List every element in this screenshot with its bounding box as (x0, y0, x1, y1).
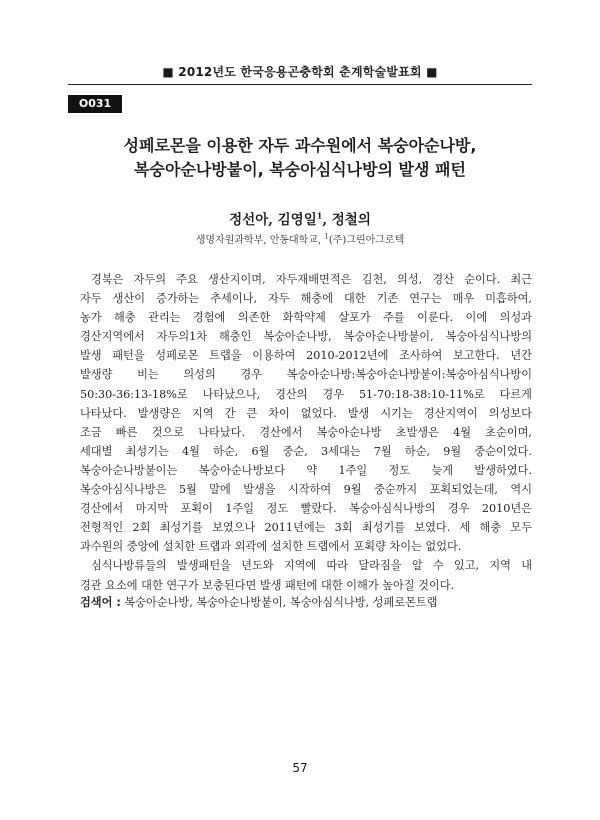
abstract-line: 과수원의 중앙에 설치한 트랩과 외곽에 설치한 트랩에서 포획량 차이는 없었다. (80, 540, 462, 554)
abstract-line: 심식나방류들의 발생패턴을 년도와 지역에 따라 달라짐을 알 수 있고, 지역 내 (91, 559, 532, 573)
author-affiliation-mark: 1 (316, 210, 323, 221)
abstract-line: 복숭아심식나방은 5월 말에 발생을 시작하여 9월 중순까지 포획되었는데, 역시 (80, 483, 532, 497)
abstract-line: 발생 패턴을 성페로몬 트랩을 이용하여 2010-2012년에 조사하여 보고한다. 년간 (80, 349, 532, 363)
keywords (80, 593, 532, 612)
affiliation (0, 231, 600, 246)
running-head: ■ 2012년도 한국응용곤충학회 춘계학술발표회 ■ (162, 65, 438, 79)
keywords-label: 검색어 : (80, 596, 121, 609)
title-line-2: 복숭아순나방붙이, 복숭아심식나방의 발생 패턴 (134, 160, 466, 179)
abstract-body (80, 270, 532, 595)
abstract-line: 자두 생산이 증가하는 추세이나, 자두 해충에 대한 기존 연구는 매우 미흡하여, (80, 292, 532, 306)
affiliation-mark: 1 (324, 232, 329, 241)
abstract-line: 경관 요소에 대한 연구가 보충된다면 발생 패턴에 대한 이해가 높아질 것이다. (80, 578, 455, 592)
authors-part-2: , 정철의 (322, 212, 371, 228)
abstract-line: 조금 빠른 것으로 나타났다. 경산에서 복숭아순나방 초발생은 4월 초순이며, (80, 425, 532, 439)
abstract-line: 발생량 비는 의성의 경우 복숭아순나방:복숭아순나방붙이:복숭아심식나방이 (80, 368, 532, 382)
abstract-line: 세대별 최성기는 4월 하순, 6월 중순, 3세대는 7월 하순, 9월 중순이었다. (80, 444, 532, 458)
paper-title (60, 134, 540, 182)
author-list (0, 208, 600, 228)
title-line-1: 성페로몬을 이용한 자두 과수원에서 복숭아순나방, (123, 136, 477, 155)
abstract-line: 50:30-36:13-18%로 나타났으나, 경산의 경우 51-70:18-38:10-11%로 다르게 (80, 387, 532, 401)
page-number: 57 (292, 761, 308, 775)
affiliation-part-1: 생명자원과학부, 안동대학교, (195, 235, 325, 246)
abstract-line: 나타났다. 발생량은 지역 간 큰 차이 없었다. 발생 시기는 경산지역이 의성보다 (80, 406, 532, 420)
abstract-line: 전형적인 2회 최성기를 보였으나 2011년에는 3회 최성기를 보였다. 세 해충 모두 (80, 521, 532, 535)
affiliation-part-2: (주)그린아그로텍 (328, 235, 405, 246)
abstract-line: 경산에서 마지막 포획이 1주일 정도 빨랐다. 복숭아심식나방의 경우 2010년은 (80, 502, 532, 516)
abstract-line: 경북은 자두의 주요 생산지이며, 자두재배면적은 김천, 의성, 경산 순이다. 최근 (91, 273, 532, 286)
header-rule (68, 84, 532, 85)
keywords-value: 복숭아순나방, 복숭아순나방붙이, 복숭아심식나방, 성페로몬트랩 (124, 596, 438, 609)
abstract-line: 복숭아순나방붙이는 복숭아순나방보다 약 1주일 정도 늦게 발생하였다. (80, 463, 532, 477)
abstract-line: 경산지역에서 자두의1차 해충인 복숭아순나방, 복숭아순나방붙이, 복숭아심식나방의 (80, 330, 532, 344)
authors-part-1: 정선아, 김영일 (229, 212, 317, 228)
paper-id-badge: O031 (68, 95, 122, 113)
abstract-line: 농가 해충 관리는 경험에 의존한 화학약제 살포가 주를 이룬다. 이에 의성과 (80, 311, 532, 325)
